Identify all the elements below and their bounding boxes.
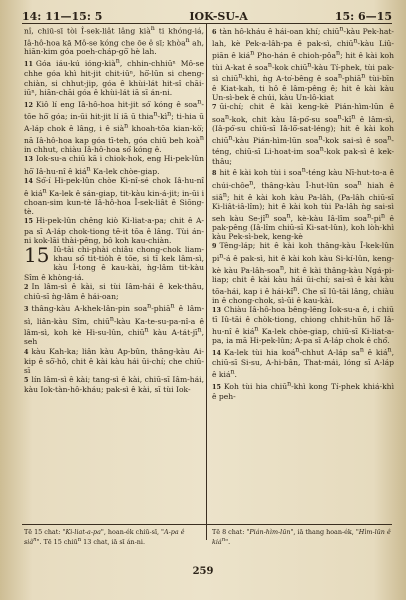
verse: [24, 245, 204, 282]
verse-text: tàn hô-kháu ê hái-oan khí; chiū$^n$-kàu Pek-hat-lah, kè Pek-a-lâh-pa ê pak-sì, chiū$^n$-kàu Liû-piān ê kiá$^n$ Pho-hán ê chioh-pôa$^n$; hit ê kài koh tùi A-kat ê soa$^n$-kok chiū$^n$-kàu Tí-phek, tùi pak-sì chiū$^n$-khì, ǹg A-to͘-bêng ê soa$^n$-phiā$^n$ tùi-bīn ê Kiat-kah, ti hô ê lâm-pêng ê; hit ê kài kàu Un-sì-bek ê chúi, kàu Un-lô-kiat: [212, 25, 394, 102]
verse-text: Koh tùi hia chiū$^n$-khì kong Tí-phek khiá-khì ê peh-: [212, 380, 394, 401]
footnote-left: Tē 15 chat: "Ki-liat-a-pa", hoan-ék chiū-sī, "A-pa ê siâ$^n$". Tē 15 chiū$^n$ 13 chat, iā sī án-ni.: [24, 528, 185, 547]
column-divider: [206, 24, 207, 540]
verse-number: 13: [212, 306, 221, 315]
verse-text: ūi-chí; chit ê kài keng-kè Pián-hìm-lūn ê soa$^n$-kok, chit kàu Iâ-pó͘-su $soa^n-kî^n$ ê lâm-sì, (Iâ-pó͘-su chiū-sī Iâ-lō͘-sat-léng); hit ê kài koh chiū$^n$-kàu Pián-hìm-lūn soa$^n$-kok sai-sì ê soa$^n$-téng, chiū-sī Li-hoat-im soa$^n$-kok pak-sì ê kek-thâu;: [212, 102, 394, 166]
page-number: 259: [192, 566, 214, 577]
verse-number: 3: [24, 304, 29, 313]
running-header: [22, 8, 392, 24]
verse-text: Iû-tāi chi-phài chiâu chong-chok liam-khau só͘ tit-tio̍h ê tōe, si tī kek lâm-sì, kàu Í-tong ê kau-kài, ǹg-lâm tit-kàu Sîm ê khòng-iá.: [24, 245, 204, 282]
verse-text: Iok-su-a chiū kā i chiok-hok, eng Hi-pek-lûn hō͘ Iâ-hu-nî ê kiá$^n$ Ka-lek chòe-giap.: [24, 154, 204, 176]
verse-text: lín lâm-sì ê kài; tang-sì ê kài, chiū-sī Iâm-hái, kàu Iok-tàn-hô-kháu; pak-sì ê kài, sī tùi Iok-: [24, 375, 204, 395]
verse-text: In lâm-sì ê kài, si tùi Iâm-hái ê kek-thâu, chiū-sī ǹg-lâm ê hái-oan;: [24, 281, 204, 302]
verse: [212, 102, 394, 166]
chapter-number: 15: [24, 243, 50, 268]
verse-number: 4: [24, 347, 29, 356]
verse: [212, 305, 394, 345]
verse: [212, 166, 394, 242]
verse: [212, 346, 394, 380]
verse: [24, 301, 204, 346]
verse-number: 2: [24, 282, 29, 291]
verse-number: 14: [24, 177, 33, 186]
verse-text: Góa iáu-kú ióng-kià$^n$, chhin-chhiūⁿ Mô-se chhe góa khì hit-jit chit-iūⁿ, hō͘-lūn si cheng-chiàn, si chhut-jip, góa ê khùi-lát hit-sî chāi-iūⁿ, hiān-chāi góa ê khùi-lát iā sī án-ni.: [24, 57, 204, 97]
verse-number: 12: [24, 100, 33, 109]
verse-text: thâng-kàu A-khek-lân-pin soa$^n$-phiā$^n$ ê lâm-sì, liân-kàu Sîm, chiū$^n$-kàu Ka-te-su-pa-nî-a ê lâm-sì, koh kè Hi-su-lûn, chiū$^n$ kàu $A-tát-jī^n$, seh: [24, 302, 204, 347]
verse-text: Têng-láp; hit ê kài koh thâng-kàu Î-kek-lûn $pi^n-á$ ê pak-sì, hit ê kài koh kàu Si-kí-lûn, keng-kè kàu Pa-lâh-soa$^n$, hit ê kài thâng-kàu Ngá-pi-liap; chit ê kài kàu hái ūi-chí; sai-sì ê kài kàu tōa-hái, kap i ê hái-$kî^n$. Che sī Iû-tāi lâng, chiàu in ê chong-chok, sì-ūi ê kau-kài.: [212, 241, 394, 306]
verse-number: 8: [212, 169, 217, 178]
verse-text: kàu Kah-ka; liân kàu Ap-bûn, thâng-kàu Ai-kip ê sō͘-hô, chit ê kài kàu hái ūi-chí; che chiū-sī: [24, 346, 204, 376]
footnote-rule: [22, 524, 392, 525]
verse-number: 7: [212, 103, 217, 112]
verse-number: 6: [212, 27, 217, 36]
verse-text: Kiô lí eng Iâ-hô-hoa hit-jit só͘ kóng ê soa$^n$-tōe hō͘ góa; in-ūi hit-jit lí iā ū $thia^n-kì^n$; ti-hia ū A-láp chok ê lâng, i ê sià$^n$ khoah-tōa kian-kò͘; nā Iâ-hô-hoa kap góa tī-teh, góa chiū beh koà$^n$ in chhut, chiàu Iâ-hô-hoa só͘ kóng ê.: [24, 98, 204, 154]
verse: [24, 57, 204, 97]
verse-text: Ka-lek tùi hia koá$^n$-chhut A-láp $sa^n$ ê kiá$^n$, chiū-sī Si-su, A-hi-bân, That-mái, lóng sī A-láp ê kiá$^n$.: [212, 346, 394, 380]
verse-number: 11: [24, 60, 33, 69]
verse-number: 14: [212, 349, 221, 358]
header-book-title: IOK-SU-A: [189, 9, 248, 23]
verse-number: 15: [212, 382, 221, 391]
verse-number: 5: [24, 376, 29, 385]
verse-text: hit ê kài koh tùi i soa$^n$-téng kàu Nī-hut-to-a ê chúi-chôe$^n$, thâng-kàu Î-hut-lûn soa$^n$ hiah ê siâ$^n$; hit ê kài koh kàu Pa-lâh, (Pa-lâh chiū-sī Ki-liât-iâ-lîm); hit ê kài koh tùi Pa-lâh ǹg sai-sì seh kàu $Se-jî^n$ soa$^n$, kè-kàu Iâ-lîm $soa^n-pi^n$ ê pak-pêng (Iâ-lîm chiū-sī Ki-sat-lûn), koh lòh-khì kàu Pek-sì-bek, keng-kè: [212, 166, 394, 242]
verse-text: Hi-pek-lûn chêng kiò Ki-liat-a-pa; chit ê A-pa sī A-láp chok-tiong tē-it tōa ê lâng. Tùi án-ni kok-lāi thài-pêng, bô koh kau-chiàn.: [24, 216, 204, 245]
verse: [24, 154, 204, 176]
verse-number: 13: [24, 155, 33, 164]
footnote-right: Tē 8 chat: "Pián-hìm-lūn", iā thang hoan-ék, "Hìm-lūn ê kiá$^n$".: [212, 528, 391, 547]
verse-text: Chiàu Iâ-hô-hoa bêng-lēng Iok-su-a ê, i chiū tī Iû-tāi ê chòk-tiong, chiong chhit-hūn hō͘ Iâ-hu-nî ê kiá$^n$ Ka-lek chòe-giap, chiū-sī Ki-liat-a-pa, ia mā Hi-pek-lûn; A-pa sī A-láp chok ê chó͘.: [212, 305, 394, 346]
verse: [24, 282, 204, 301]
header-right-reference: 15: 6—15: [334, 9, 392, 23]
verse: [24, 176, 204, 216]
right-column: [212, 24, 394, 536]
header-left-reference: 14: 11—15: 5: [22, 9, 103, 23]
verse: [212, 241, 394, 305]
verse: [24, 216, 204, 245]
verse: [212, 379, 394, 401]
verse-number: 9: [212, 242, 217, 251]
verse: [24, 375, 204, 394]
verse: [212, 24, 394, 102]
verse-text: Só͘-í Hi-pek-lûn chòe Ki-nî-sé chok Iâ-hu-nî ê kiá$^n$ Ka-lek ê sán-giap, tit-kàu kin-á-jit; in-ūi i choan-sim kun-tè Iâ-hô-hoa Î-sek-liât ê Siōng-tè.: [24, 176, 204, 217]
verse: [24, 347, 204, 376]
verse-continuation: nî, chiū-sī tòi Î-sek-liât lâng kià$^n$ ti khóng-iá, Iâ-hô-hoa kā Mô-se kóng che ōe ê sī; khòa$^n$ ah, hiān-kim góa poeh-cháp-gō͘ hè lah.: [24, 25, 204, 57]
left-column: [24, 24, 204, 536]
verse: [24, 97, 204, 154]
verse-number: 15: [24, 217, 33, 226]
